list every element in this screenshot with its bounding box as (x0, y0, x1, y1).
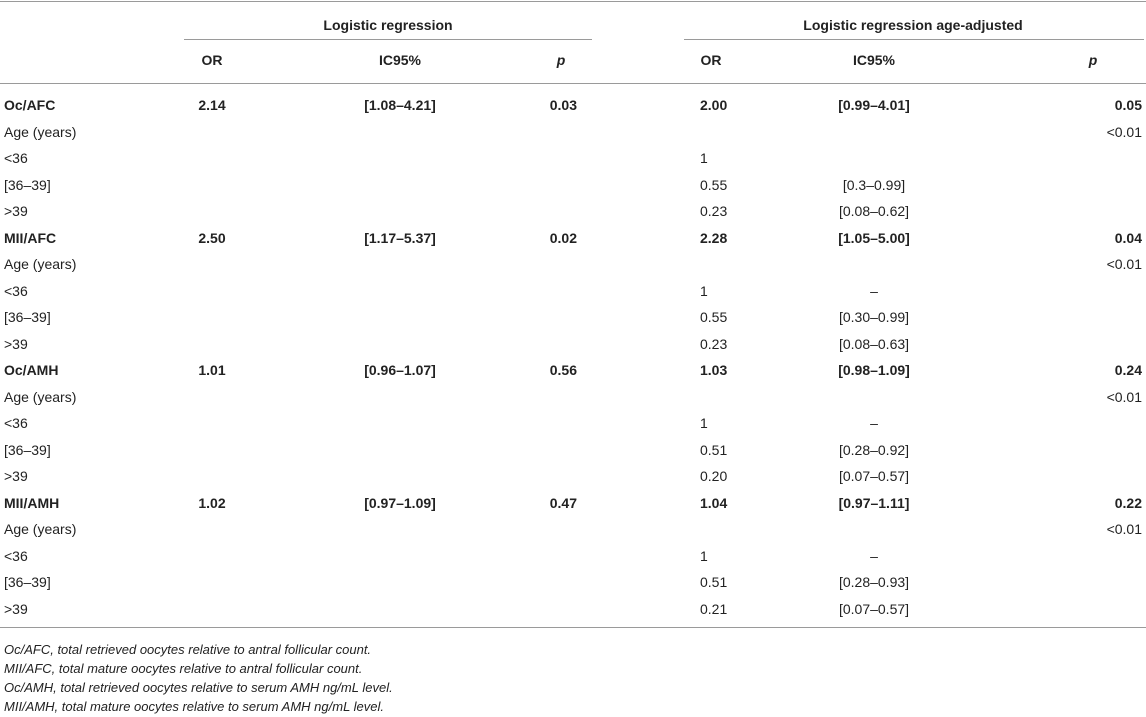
ci95-adjusted-value: [0.3–0.99] (842, 176, 906, 193)
group-header-logistic-regression: Logistic regression (323, 17, 453, 33)
ci95-adjusted-value: [1.05–5.00] (838, 229, 910, 246)
or-adjusted-value: 0.51 (700, 574, 728, 590)
p-value: 0.03 (549, 97, 577, 113)
row-label: [36–39] (4, 176, 51, 193)
ci95-adjusted-value: – (870, 282, 878, 299)
or-adjusted-value: 2.00 (700, 97, 728, 113)
ci95-adjusted-value: – (870, 415, 878, 431)
group-rule-2 (684, 39, 1144, 40)
or-adjusted-value: 0.21 (700, 600, 728, 617)
or-adjusted-value: 0.20 (700, 468, 728, 484)
bottom-rule (0, 627, 1146, 628)
or-adjusted-value: 0.55 (700, 309, 728, 325)
ci95-adjusted-value: – (870, 547, 878, 564)
p-adjusted-value: 0.05 (1114, 97, 1142, 113)
or-adjusted-value: 0.55 (700, 176, 728, 193)
or-adjusted-value: 2.28 (700, 229, 728, 246)
or-adjusted-value: 1 (700, 547, 708, 564)
group-header-age-adjusted: Logistic regression age-adjusted (803, 17, 1023, 33)
ci95-adjusted-value: [0.08–0.63] (838, 335, 910, 352)
ci95-adjusted-value: [0.28–0.93] (838, 574, 910, 590)
row-label: >39 (4, 203, 28, 219)
row-label: Oc/AMH (4, 362, 59, 378)
ci95-adjusted-value: [0.07–0.57] (838, 468, 910, 484)
or-adjusted-value: 0.51 (700, 441, 728, 458)
footnote-mii-amh: MII/AMH, total mature oocytes relative to serum AMH ng/mL level. (4, 699, 385, 714)
row-label: Age (years) (4, 388, 77, 405)
row-label: >39 (4, 468, 28, 484)
footnote-oc-amh: Oc/AMH, total retrieved oocytes relative to serum AMH ng/mL level. (4, 680, 393, 695)
ci95-adjusted-value: [0.97–1.11] (838, 494, 910, 511)
top-rule (0, 1, 1146, 2)
row-label: <36 (4, 282, 28, 299)
row-label: Age (years) (4, 256, 77, 272)
p-adjusted-value: <0.01 (1106, 388, 1142, 405)
column-header-or: OR (201, 52, 223, 68)
ci95-value: [0.97–1.09] (364, 494, 436, 511)
row-label: MII/AMH (4, 494, 60, 511)
or-adjusted-value: 0.23 (700, 335, 728, 352)
ci95-adjusted-value: [0.08–0.62] (838, 203, 910, 219)
or-value: 2.14 (198, 97, 226, 113)
ci95-value: [1.08–4.21] (364, 97, 436, 113)
or-value: 1.01 (198, 362, 226, 378)
p-value: 0.47 (549, 494, 577, 511)
ci95-adjusted-value: [0.28–0.92] (838, 441, 910, 458)
or-value: 1.02 (198, 494, 226, 511)
footnote-mii-afc: MII/AFC, total mature oocytes relative to antral follicular count. (4, 661, 363, 676)
row-label: Age (years) (4, 123, 77, 140)
or-adjusted-value: 1.03 (700, 362, 728, 378)
column-header-or-adjusted: OR (700, 52, 722, 68)
p-adjusted-value: 0.22 (1114, 494, 1142, 511)
p-value: 0.56 (549, 362, 577, 378)
ci95-adjusted-value: [0.98–1.09] (838, 362, 910, 378)
row-label: <36 (4, 415, 28, 431)
row-label: [36–39] (4, 441, 51, 458)
p-adjusted-value: <0.01 (1106, 256, 1142, 272)
row-label: <36 (4, 547, 28, 564)
p-value: 0.02 (549, 229, 577, 246)
ci95-adjusted-value: [0.30–0.99] (838, 309, 910, 325)
row-label: Age (years) (4, 521, 77, 537)
row-label: MII/AFC (4, 229, 57, 246)
or-adjusted-value: 1.04 (700, 494, 728, 511)
row-label: >39 (4, 335, 28, 352)
group-rule-1 (184, 39, 592, 40)
footnote-oc-afc: Oc/AFC, total retrieved oocytes relative to antral follicular count. (4, 642, 372, 657)
p-adjusted-value: <0.01 (1106, 521, 1142, 537)
p-adjusted-value: 0.24 (1114, 362, 1142, 378)
row-label: <36 (4, 150, 28, 166)
p-adjusted-value: 0.04 (1114, 229, 1142, 246)
ci95-adjusted-value: [0.99–4.01] (838, 97, 910, 113)
column-header-p: p (556, 52, 566, 68)
or-value: 2.50 (198, 229, 226, 246)
or-adjusted-value: 1 (700, 150, 708, 166)
ci95-value: [1.17–5.37] (364, 229, 436, 246)
row-label: Oc/AFC (4, 97, 56, 113)
column-header-p-adjusted: p (1088, 52, 1098, 68)
column-header-ic95: IC95% (378, 52, 422, 68)
row-label: [36–39] (4, 574, 51, 590)
column-header-ic95-adjusted: IC95% (852, 52, 896, 68)
or-adjusted-value: 1 (700, 282, 708, 299)
or-adjusted-value: 1 (700, 415, 708, 431)
row-label: [36–39] (4, 309, 51, 325)
or-adjusted-value: 0.23 (700, 203, 728, 219)
row-label: >39 (4, 600, 28, 617)
ci95-value: [0.96–1.07] (364, 362, 436, 378)
header-rule (0, 83, 1146, 84)
p-adjusted-value: <0.01 (1106, 123, 1142, 140)
ci95-adjusted-value: [0.07–0.57] (838, 600, 910, 617)
